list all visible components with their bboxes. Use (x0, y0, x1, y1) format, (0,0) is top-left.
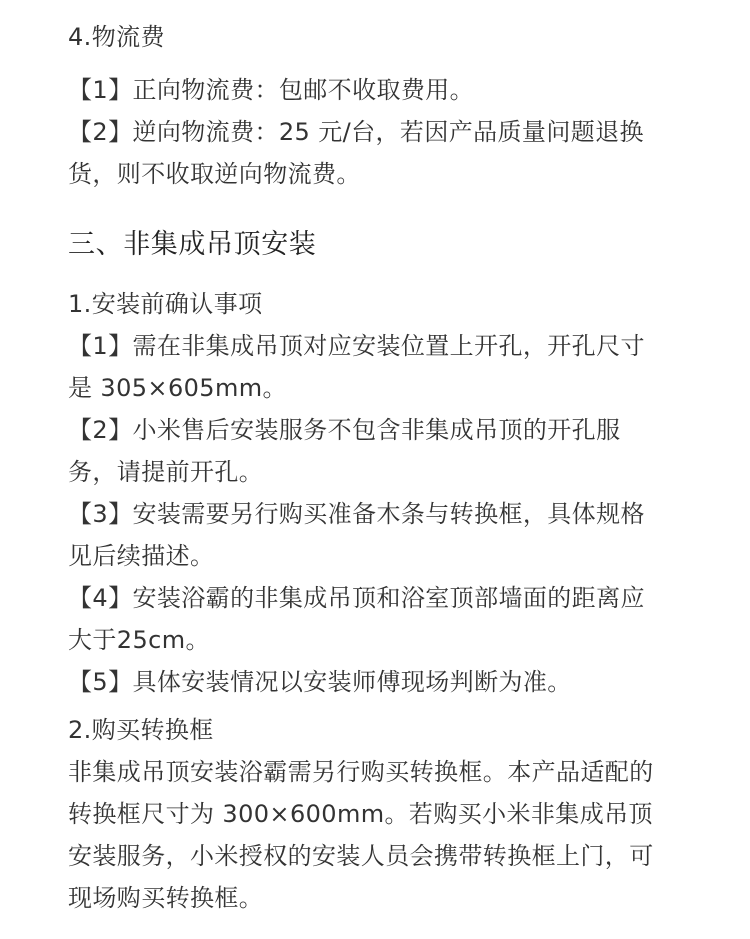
frame-line: 非集成吊顶安装浴霸需另行购买转换框。本产品适配的 (68, 758, 654, 786)
frame-line: 现场购买转换框。 (68, 884, 264, 912)
confirm-line: 务，请提前开孔。 (68, 458, 264, 486)
confirm-line: 【1】需在非集成吊顶对应安装位置上开孔，开孔尺寸 (68, 332, 645, 360)
confirm-line: 见后续描述。 (68, 542, 215, 570)
confirm-line: 【3】安装需要另行购买准备木条与转换框，具体规格 (68, 500, 645, 528)
confirm-line: 【2】小米售后安装服务不包含非集成吊顶的开孔服 (68, 416, 621, 444)
confirm-line: 是 305×605mm。 (68, 374, 287, 402)
confirm-line: 【4】安装浴霸的非集成吊顶和浴室顶部墙面的距离应 (68, 584, 645, 612)
logistics-title: 4.物流费 (68, 23, 165, 51)
frame-title: 2.购买转换框 (68, 716, 214, 744)
logistics-item: 【1】正向物流费：包邮不收取费用。 (68, 76, 475, 104)
logistics-item: 货，则不收取逆向物流费。 (68, 160, 361, 188)
section-heading: 三、非集成吊顶安装 (68, 229, 317, 260)
frame-line: 安装服务，小米授权的安装人员会携带转换框上门，可 (68, 842, 654, 870)
logistics-item: 【2】逆向物流费：25 元/台，若因产品质量问题退换 (68, 118, 644, 146)
frame-line: 转换框尺寸为 300×600mm。若购买小米非集成吊顶 (68, 800, 653, 828)
confirm-line: 大于25cm。 (68, 626, 210, 654)
confirm-title: 1.安装前确认事项 (68, 290, 263, 318)
confirm-line: 【5】具体安装情况以安装师傅现场判断为准。 (68, 668, 572, 696)
